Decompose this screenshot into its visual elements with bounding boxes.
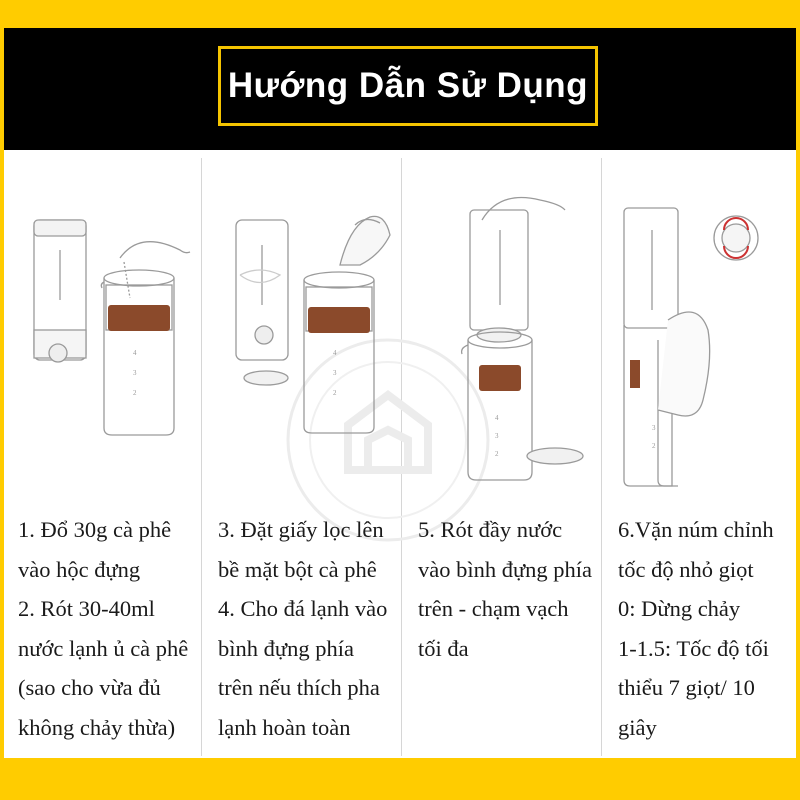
svg-text:2: 2 [495,450,499,458]
step3-illustration [420,180,600,490]
page-title: Hướng Dẫn Sử Dụng [227,66,589,105]
svg-text:4: 4 [133,349,137,357]
step-4-text: 6.Vặn núm chỉnh tốc độ nhỏ giọt 0: Dừng chảy 1-1.5: Tốc độ tối thiểu 7 giọt/ 10 giây [618,517,774,740]
svg-text:3: 3 [133,369,137,377]
svg-text:3: 3 [652,424,656,432]
step4-illustration [618,200,798,490]
divider [601,158,602,756]
svg-text:4: 4 [333,349,337,357]
svg-text:3: 3 [495,432,499,440]
svg-text:2: 2 [333,389,337,397]
svg-text:2: 2 [133,389,137,397]
svg-text:4: 4 [495,414,499,422]
svg-text:2: 2 [652,442,656,450]
title-box [218,46,598,126]
divider [201,158,202,756]
step-3-text: 5. Rót đầy nước vào bình đựng phía trên - chạm vạch tối đa [418,517,593,661]
step2-illustration [220,195,400,445]
step-1-text: 1. Đổ 30g cà phê vào hộc đựng 2. Rót 30-40ml nước lạnh ủ cà phê (sao cho vừa đủ không chảy thừa) [18,517,189,740]
step1-illustration [20,190,200,450]
svg-text:3: 3 [333,369,337,377]
step-2-text: 3. Đặt giấy lọc lên bề mặt bột cà phê 4. Cho đá lạnh vào bình đựng phía trên nếu thích pha lạnh hoàn toàn [218,517,388,740]
